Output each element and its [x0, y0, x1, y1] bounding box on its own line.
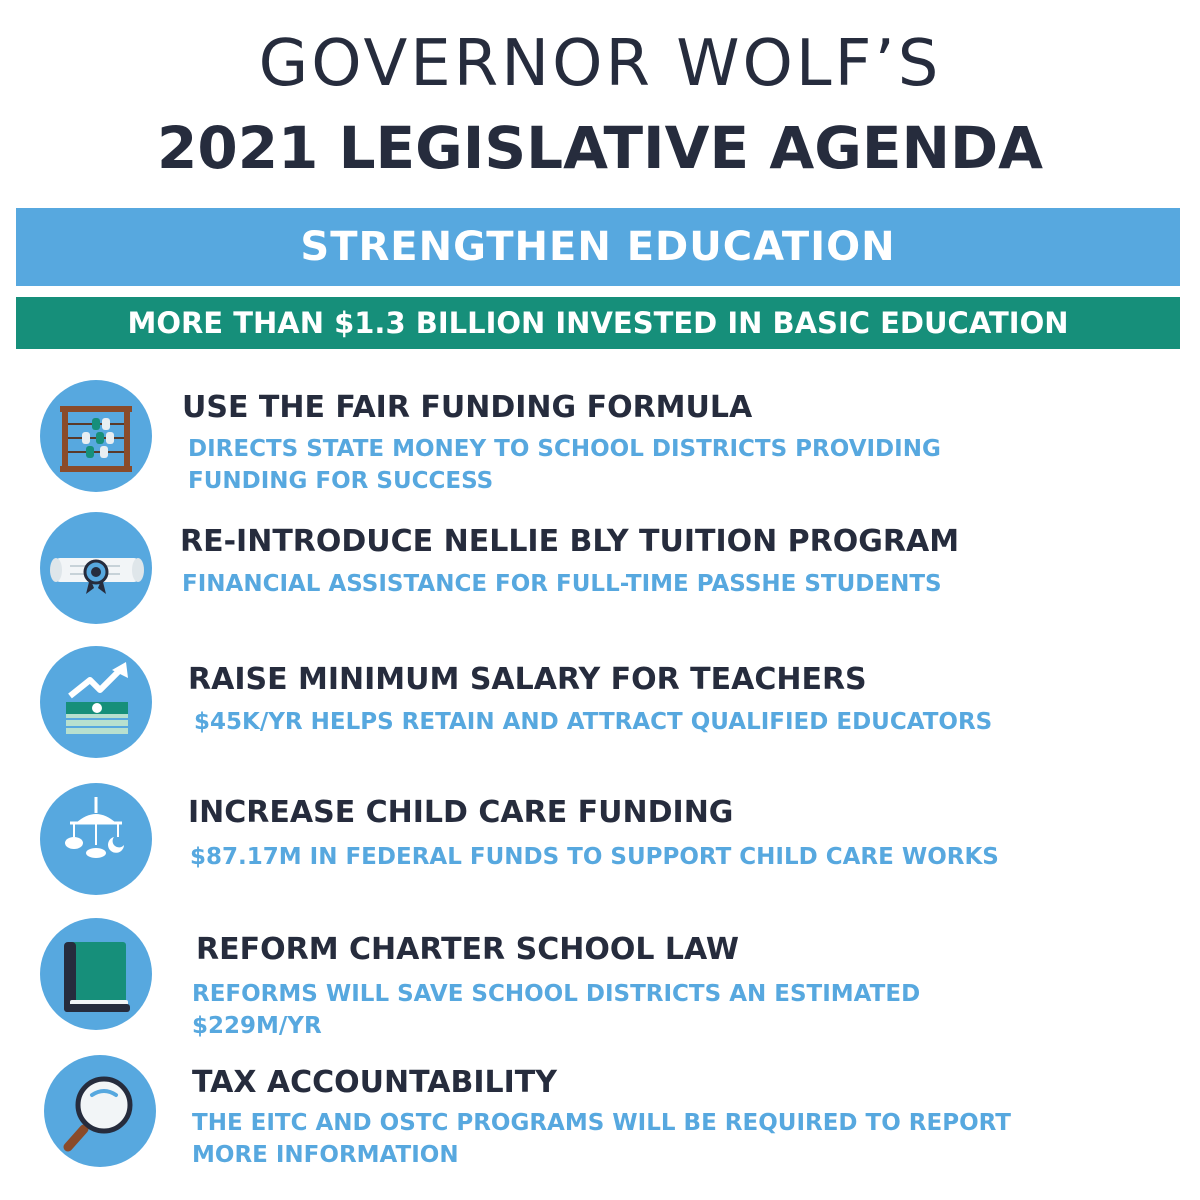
item-heading: RAISE MINIMUM SALARY FOR TEACHERS [188, 662, 867, 697]
item-heading: RE-INTRODUCE NELLIE BLY TUITION PROGRAM [180, 524, 960, 559]
money-growth-icon [40, 646, 152, 758]
baby-mobile-icon [40, 783, 152, 895]
title-line-2: 2021 LEGISLATIVE AGENDA [156, 114, 1044, 182]
item-heading: USE THE FAIR FUNDING FORMULA [182, 390, 753, 425]
abacus-icon [40, 380, 152, 492]
item-detail: $87.17M IN FEDERAL FUNDS TO SUPPORT CHILD CARE WORKS [190, 844, 999, 870]
item-heading: TAX ACCOUNTABILITY [192, 1065, 557, 1100]
investment-banner: MORE THAN $1.3 BILLION INVESTED IN BASIC EDUCATION [16, 297, 1180, 349]
magnifying-glass-icon [44, 1055, 156, 1167]
item-heading: INCREASE CHILD CARE FUNDING [188, 795, 734, 830]
item-detail: DIRECTS STATE MONEY TO SCHOOL DISTRICTS PROVIDING FUNDING FOR SUCCESS [188, 436, 941, 494]
diploma-icon [40, 512, 152, 624]
item-detail: REFORMS WILL SAVE SCHOOL DISTRICTS AN ESTIMATED $229M/YR [192, 981, 921, 1039]
item-detail: FINANCIAL ASSISTANCE FOR FULL-TIME PASSHE STUDENTS [182, 571, 942, 597]
item-detail: THE EITC AND OSTC PROGRAMS WILL BE REQUIRED TO REPORT MORE INFORMATION [192, 1110, 1011, 1168]
title-line-1: GOVERNOR WOLF’S [258, 27, 942, 101]
item-heading: REFORM CHARTER SCHOOL LAW [196, 932, 739, 967]
item-detail: $45K/YR HELPS RETAIN AND ATTRACT QUALIFIED EDUCATORS [194, 709, 993, 735]
section-banner: STRENGTHEN EDUCATION [16, 208, 1180, 286]
book-icon [40, 918, 152, 1030]
